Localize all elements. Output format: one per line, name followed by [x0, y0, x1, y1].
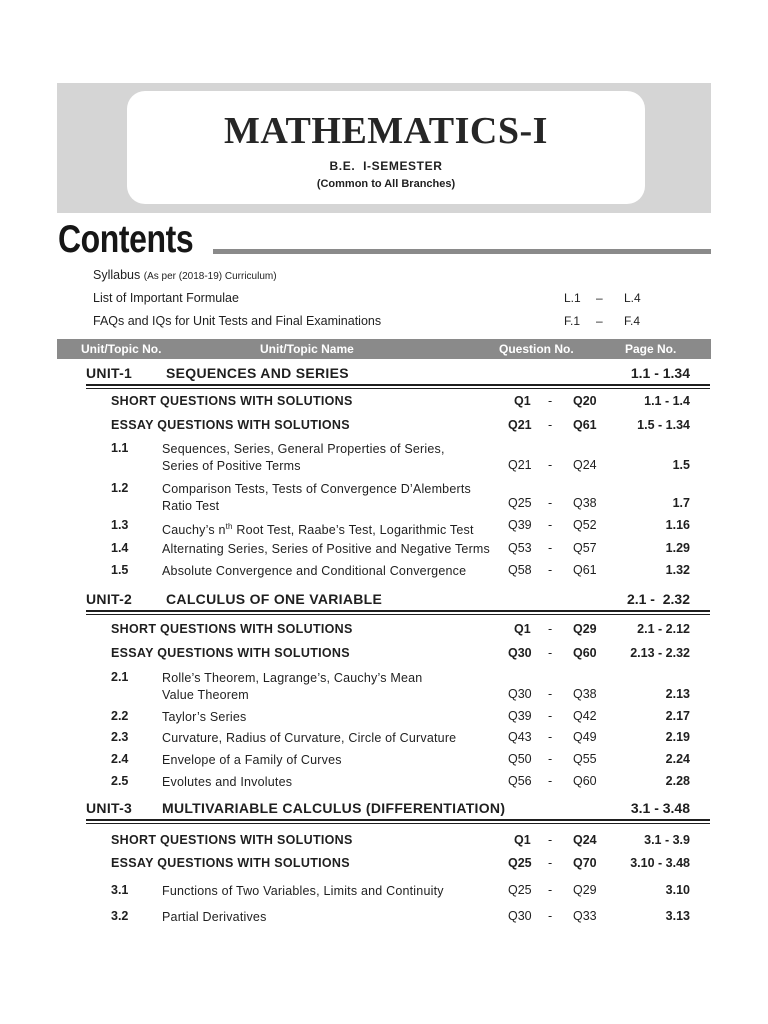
- contents-heading: Contents: [58, 218, 194, 261]
- topic-name[interactable]: Evolutes and Involutes: [162, 775, 293, 789]
- topic-dash: -: [548, 563, 553, 577]
- topic-line: Rolle’s Theorem, Lagrange’s, Cauchy’s Mean: [162, 671, 423, 685]
- topic-dash: -: [548, 730, 553, 744]
- topic-page: 1.16: [665, 518, 690, 532]
- topic-from: Q56: [508, 774, 532, 788]
- topic-dash: -: [548, 518, 553, 532]
- topic-from: Q43: [508, 730, 532, 744]
- question-from: Q1: [514, 394, 531, 408]
- question-type-short[interactable]: SHORT QUESTIONS WITH SOLUTIONS: [111, 833, 353, 847]
- unit-rule: [86, 614, 710, 615]
- topic-name[interactable]: Curvature, Radius of Curvature, Circle of Curvature: [162, 731, 457, 745]
- question-to: Q70: [573, 856, 597, 870]
- unit-rule: [86, 388, 710, 389]
- topic-number: 2.2: [111, 709, 129, 723]
- unit-rule: [86, 819, 710, 821]
- question-dash: -: [548, 856, 553, 870]
- topic-from: Q39: [508, 709, 532, 723]
- question-from: Q21: [508, 418, 532, 432]
- col-question-no: Question No.: [499, 342, 574, 356]
- topic-to: Q57: [573, 541, 597, 555]
- question-to: Q20: [573, 394, 597, 408]
- topic-page: 2.28: [665, 774, 690, 788]
- topic-superscript: th: [225, 522, 233, 531]
- front-matter-from: F.1: [564, 314, 581, 328]
- front-matter-label: FAQs and IQs for Unit Tests and Final Examinations: [93, 314, 382, 328]
- question-type-short[interactable]: SHORT QUESTIONS WITH SOLUTIONS: [111, 394, 353, 408]
- topic-page: 2.24: [665, 752, 690, 766]
- unit-rule: [86, 384, 710, 386]
- topic-page: 3.10: [665, 883, 690, 897]
- question-pages: 1.5 - 1.34: [637, 418, 690, 432]
- question-to: Q29: [573, 622, 597, 636]
- topic-number: 1.2: [111, 481, 129, 495]
- front-matter-dash: –: [596, 314, 603, 328]
- topic-dash: -: [548, 458, 553, 472]
- book-branches-note: (Common to All Branches): [316, 178, 456, 190]
- question-to: Q24: [573, 833, 597, 847]
- question-dash: -: [548, 418, 553, 432]
- front-matter-formulae[interactable]: [93, 291, 239, 305]
- question-type-essay[interactable]: ESSAY QUESTIONS WITH SOLUTIONS: [111, 856, 350, 870]
- topic-name[interactable]: Partial Derivatives: [162, 910, 267, 924]
- topic-from: Q50: [508, 752, 532, 766]
- topic-line: Sequences, Series, General Properties of Series,: [162, 442, 445, 456]
- topic-text: Cauchy’s n: [162, 523, 226, 538]
- topic-dash: -: [548, 687, 553, 701]
- front-matter-note: (As per (2018-19) Curriculum): [143, 271, 277, 282]
- unit-rule: [86, 823, 710, 824]
- question-pages: 3.10 - 3.48: [630, 856, 690, 870]
- topic-from: Q30: [508, 909, 532, 923]
- question-type-essay[interactable]: ESSAY QUESTIONS WITH SOLUTIONS: [111, 646, 350, 660]
- topic-number: 2.3: [111, 730, 129, 744]
- topic-name[interactable]: Alternating Series, Series of Positive and Negative Terms: [162, 542, 490, 556]
- question-dash: -: [548, 833, 553, 847]
- front-matter-to: F.4: [624, 314, 641, 328]
- front-matter-to: L.4: [624, 291, 641, 305]
- topic-page: 1.29: [665, 541, 690, 555]
- topic-number: 3.2: [111, 909, 129, 923]
- topic-from: Q25: [508, 883, 532, 897]
- topic-line: Ratio Test: [162, 499, 220, 513]
- topic-dash: -: [548, 909, 553, 923]
- topic-line: Comparison Tests, Tests of Convergence D’Alemberts: [162, 482, 471, 496]
- topic-dash: -: [548, 541, 553, 555]
- question-dash: -: [548, 394, 553, 408]
- question-pages: 1.1 - 1.4: [644, 394, 690, 408]
- topic-number: 1.4: [111, 541, 129, 555]
- topic-dash: -: [548, 709, 553, 723]
- topic-number: 2.4: [111, 752, 129, 766]
- topic-dash: -: [548, 774, 553, 788]
- unit-pages: 2.1 - 2.32: [626, 591, 690, 607]
- unit-name[interactable]: MULTIVARIABLE CALCULUS (DIFFERENTIATION): [162, 800, 506, 816]
- topic-to: Q33: [573, 909, 597, 923]
- topic-name[interactable]: Absolute Convergence and Conditional Convergence: [162, 564, 467, 578]
- question-dash: -: [548, 622, 553, 636]
- topic-name[interactable]: [162, 441, 445, 475]
- topic-page: 1.32: [665, 563, 690, 577]
- topic-to: Q29: [573, 883, 597, 897]
- topic-page: 2.13: [665, 687, 690, 701]
- topic-name[interactable]: Envelope of a Family of Curves: [162, 753, 342, 767]
- question-pages: 3.1 - 3.9: [644, 833, 690, 847]
- topic-page: 2.19: [665, 730, 690, 744]
- question-pages: 2.13 - 2.32: [630, 646, 690, 660]
- unit-name[interactable]: CALCULUS OF ONE VARIABLE: [166, 591, 383, 607]
- topic-to: Q49: [573, 730, 597, 744]
- topic-from: Q39: [508, 518, 532, 532]
- book-title: MATHEMATICS-I: [224, 110, 548, 152]
- topic-from: Q53: [508, 541, 532, 555]
- topic-number: 1.5: [111, 563, 129, 577]
- topic-dash: -: [548, 496, 553, 510]
- topic-page: 1.7: [672, 496, 690, 510]
- question-type-essay[interactable]: ESSAY QUESTIONS WITH SOLUTIONS: [111, 418, 350, 432]
- topic-page: 1.5: [672, 458, 690, 472]
- column-header-bar: [57, 339, 711, 359]
- unit-pages: 1.1 - 1.34: [630, 365, 690, 381]
- topic-line: Series of Positive Terms: [162, 459, 301, 473]
- topic-name[interactable]: [162, 481, 471, 515]
- unit-pages: 3.1 - 3.48: [630, 800, 690, 816]
- question-pages: 2.1 - 2.12: [637, 622, 690, 636]
- topic-to: Q38: [573, 687, 597, 701]
- question-from: Q1: [514, 622, 531, 636]
- topic-line: Value Theorem: [162, 688, 249, 702]
- question-dash: -: [548, 646, 553, 660]
- topic-name[interactable]: [162, 518, 474, 539]
- unit-label[interactable]: UNIT-1: [86, 365, 133, 381]
- topic-to: Q42: [573, 709, 597, 723]
- question-to: Q60: [573, 646, 597, 660]
- topic-to: Q55: [573, 752, 597, 766]
- question-to: Q61: [573, 418, 597, 432]
- topic-number: 1.3: [111, 518, 129, 532]
- contents-rule: [213, 249, 711, 254]
- front-matter-faqs[interactable]: [93, 314, 381, 328]
- topic-from: Q30: [508, 687, 532, 701]
- book-semester: B.E. I-SEMESTER: [329, 159, 443, 173]
- topic-page: 2.17: [665, 709, 690, 723]
- topic-dash: -: [548, 752, 553, 766]
- topic-to: Q52: [573, 518, 597, 532]
- col-unit-name: Unit/Topic Name: [260, 342, 354, 356]
- topic-number: 3.1: [111, 883, 129, 897]
- topic-to: Q60: [573, 774, 597, 788]
- unit-label[interactable]: UNIT-2: [86, 591, 133, 607]
- topic-from: Q25: [508, 496, 532, 510]
- topic-number: 2.5: [111, 774, 129, 788]
- topic-to: Q38: [573, 496, 597, 510]
- topic-name[interactable]: [162, 670, 422, 704]
- title-card: [127, 91, 645, 204]
- front-matter-from: L.1: [564, 291, 581, 305]
- front-matter-label: Syllabus: [93, 268, 141, 282]
- topic-number: 2.1: [111, 670, 129, 684]
- front-matter-syllabus[interactable]: [93, 268, 277, 282]
- front-matter-label: List of Important Formulae: [93, 291, 239, 305]
- question-from: Q30: [508, 646, 532, 660]
- question-from: Q1: [514, 833, 531, 847]
- topic-from: Q58: [508, 563, 532, 577]
- question-from: Q25: [508, 856, 532, 870]
- topic-number: 1.1: [111, 441, 129, 455]
- unit-rule: [86, 610, 710, 612]
- topic-name[interactable]: Taylor’s Series: [162, 710, 247, 724]
- topic-to: Q24: [573, 458, 597, 472]
- topic-dash: -: [548, 883, 553, 897]
- topic-to: Q61: [573, 563, 597, 577]
- topic-from: Q21: [508, 458, 532, 472]
- col-page-no: Page No.: [625, 342, 677, 356]
- unit-label[interactable]: UNIT-3: [86, 800, 133, 816]
- col-unit-no: Unit/Topic No.: [81, 342, 162, 356]
- question-type-short[interactable]: SHORT QUESTIONS WITH SOLUTIONS: [111, 622, 353, 636]
- topic-page: 3.13: [665, 909, 690, 923]
- front-matter-dash: –: [596, 291, 603, 305]
- unit-name[interactable]: SEQUENCES AND SERIES: [166, 365, 349, 381]
- topic-name[interactable]: Functions of Two Variables, Limits and Continuity: [162, 884, 444, 898]
- topic-text: Root Test, Raabe’s Test, Logarithmic Test: [232, 523, 474, 538]
